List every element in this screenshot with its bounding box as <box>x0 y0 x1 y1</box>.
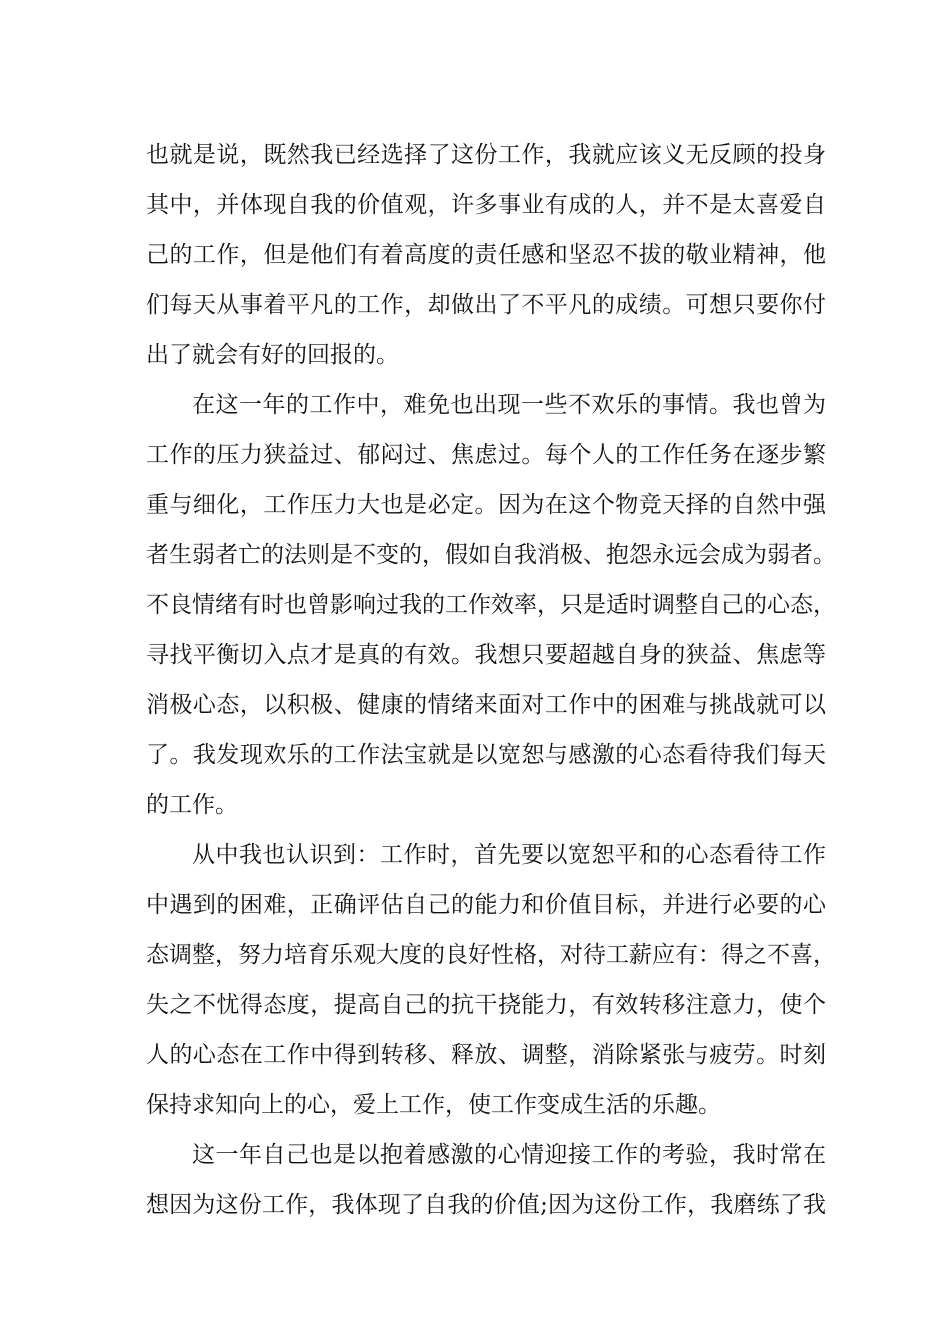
body-text <box>146 130 836 1230</box>
text-line: 失之不忧得态度，提高自己的抗干挠能力，有效转移注意力，使个 <box>146 992 826 1018</box>
text-line: 寻找平衡切入点才是真的有效。我想只要超越自身的狭益、焦虑等 <box>146 642 826 668</box>
text-line: 其中，并体现自我的价值观，许多事业有成的人，并不是太喜爱自 <box>146 192 826 218</box>
text-line: 的工作。 <box>146 792 238 818</box>
text-line: 们每天从事着平凡的工作，却做出了不平凡的成绩。可想只要你付 <box>146 292 826 318</box>
text-line: 也就是说，既然我已经选择了这份工作，我就应该义无反顾的投身 <box>146 142 826 168</box>
text-line: 己的工作，但是他们有着高度的责任感和坚忍不拔的敬业精神，他 <box>146 242 826 268</box>
text-line: 重与细化，工作压力大也是必定。因为在这个物竞天择的自然中强 <box>146 492 826 518</box>
text-line: 中遇到的困难，正确评估自己的能力和价值目标，并进行必要的心 <box>146 892 826 918</box>
text-line: 工作的压力狭益过、郁闷过、焦虑过。每个人的工作任务在逐步繁 <box>146 442 826 468</box>
text-line: 态调整，努力培育乐观大度的良好性格，对待工薪应有：得之不喜， <box>146 942 836 968</box>
text-line: 这一年自己也是以抱着感激的心情迎接工作的考验，我时常在 <box>192 1142 826 1168</box>
text-line: 在这一年的工作中，难免也出现一些不欢乐的事情。我也曾为 <box>192 392 826 418</box>
text-line: 保持求知向上的心，爱上工作，使工作变成生活的乐趣。 <box>146 1092 721 1118</box>
text-line: 不良情绪有时也曾影响过我的工作效率，只是适时调整自己的心态， <box>146 592 836 618</box>
text-line: 人的心态在工作中得到转移、释放、调整，消除紧张与疲劳。时刻 <box>146 1042 826 1068</box>
text-line: 想因为这份工作，我体现了自我的价值;因为这份工作，我磨练了我 <box>146 1192 826 1218</box>
text-line: 消极心态，以积极、健康的情绪来面对工作中的困难与挑战就可以 <box>146 692 826 718</box>
text-line: 出了就会有好的回报的。 <box>146 342 399 368</box>
text-line: 者生弱者亡的法则是不变的，假如自我消极、抱怨永远会成为弱者。 <box>146 542 836 568</box>
text-line: 了。我发现欢乐的工作法宝就是以宽恕与感激的心态看待我们每天 <box>146 742 826 768</box>
text-line: 从中我也认识到：工作时，首先要以宽恕平和的心态看待工作 <box>192 842 826 868</box>
